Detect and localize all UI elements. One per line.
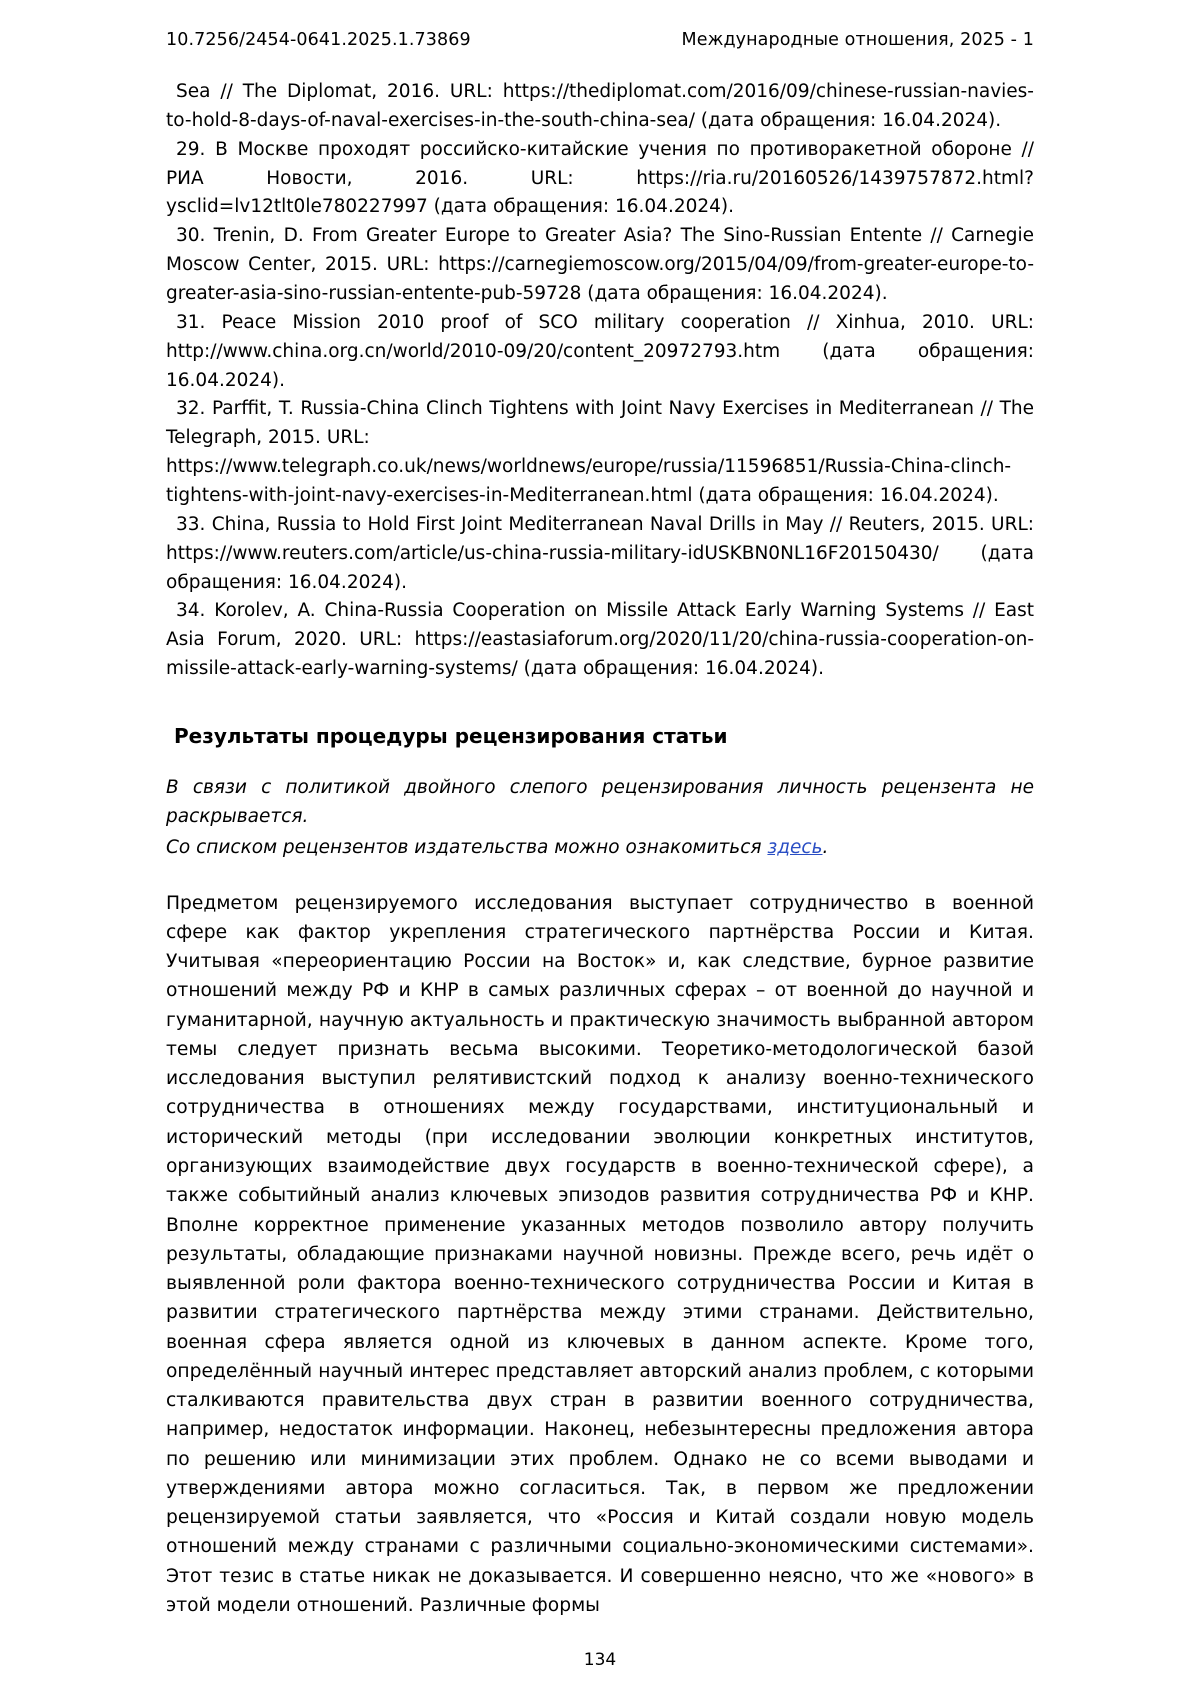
reference-item-continuation: https://www.telegraph.co.uk/news/worldnews/europe/russia/11596851/Russia-China-clinch-tightens-with-joint-navy-exercises-in-Mediterranean.html (дата обращения: 16.04.2024). bbox=[166, 456, 1012, 507]
section-title-review: Результаты процедуры рецензирования статьи bbox=[174, 724, 728, 749]
reference-item: 32. Parffit, T. Russia-China Clinch Tightens with Joint Navy Exercises in Mediterranean // The Telegraph, 2015. URL: bbox=[166, 398, 1034, 449]
doi-text: 10.7256/2454-0641.2025.1.73869 bbox=[166, 30, 471, 50]
reference-item: 34. Korolev, A. China-Russia Cooperation on Missile Attack Early Warning Systems // East Asia Forum, 2020. URL: https://eastasiaforum.org/2020/11/20/china-russia-cooperation-on-missile-attack-early-warning-systems/ (дата обращения: 16.04.2024). bbox=[166, 600, 1034, 680]
blind-review-note: В связи с политикой двойного слепого рецензирования личность рецензента не раскрывается. bbox=[166, 777, 1034, 827]
journal-issue-text: Международные отношения, 2025 - 1 bbox=[681, 30, 1034, 50]
reference-item: 29. В Москве проходят российско-китайские учения по противоракетной обороне // РИА Новости, 2016. URL: https://ria.ru/20160526/1439757872.html?ysclid=lv12tlt0le780227997 (дата обращения: 16.04.2024). bbox=[166, 138, 1034, 218]
reference-item: 30. Trenin, D. From Greater Europe to Greater Asia? The Sino-Russian Entente // Carnegie Moscow Center, 2015. URL: https://carnegiemoscow.org/2015/04/09/from-greater-europe-to-greater-asia-sino-russian-entente-pub-59728 (дата обращения: 16.04.2024). bbox=[166, 225, 1034, 305]
reference-item: Sea // The Diplomat, 2016. URL: https://thediplomat.com/2016/09/chinese-russian-navies-to-hold-8-days-of-naval-exercises-in-the-south-china-sea/ (дата обращения: 16.04.2024). bbox=[166, 81, 1034, 131]
review-body bbox=[166, 889, 1034, 1621]
reviewers-list-link[interactable]: здесь bbox=[767, 836, 823, 858]
reviewers-list-note bbox=[166, 834, 1034, 863]
reference-item: 33. China, Russia to Hold First Joint Mediterranean Naval Drills in May // Reuters, 2015. URL: https://www.reuters.com/article/us-china-russia-military-idUSKBN0NL16F20150430/ (дата обращения: 16.04.2024). bbox=[166, 513, 1034, 593]
reviewers-list-note-suffix: . bbox=[822, 836, 829, 858]
review-body-paragraph: Предметом рецензируемого исследования выступает сотрудничество в военной сфере как фактор укрепления стратегического партнёрства России и Китая. Учитывая «переориентацию России на Восток» и, как следствие, бурное развитие отношений между РФ и КНР в самых различных сферах – от военной до научной и гуманитарной, научную актуальность и практическую значимость выбранной автором темы следует признать весьма высокими. Теоретико-методологической базой исследования выступил релятивистский подход к анализу военно-технического сотрудничества в отношениях между государствами, институциональный и исторический методы (при исследовании эволюции конкретных институтов, организующих взаимодействие двух государств в военно-технической сфере), а также событийный анализ ключевых эпизодов развития сотрудничества РФ и КНР. Вполне корректное применение указанных методов позволило автору получить результаты, обладающие признаками научной новизны. Прежде всего, речь идёт о выявленной роли фактора военно-технического сотрудничества России и Китая в развитии стратегического партнёрства между этими странами. Действительно, военная сфера является одной из ключевых в данном аспекте. Кроме того, определённый научный интерес представляет авторский анализ проблем, с которыми сталкиваются правительства двух стран в развитии военного сотрудничества, например, недостаток информации. Наконец, небезынтересны предложения автора по решению или минимизации этих проблем. Однако не со всеми выводами и утверждениями автора можно согласиться. Так, в первом же предложении рецензируемой статьи заявляется, что «Россия и Китай создали новую модель отношений между странами с различными социально-экономическими системами». Этот тезис в статье никак не доказывается. И совершенно неясно, что же «нового» в этой модели отношений. Различные формы bbox=[166, 892, 1034, 1616]
page-number: 134 bbox=[583, 1650, 617, 1670]
page-header bbox=[166, 30, 1034, 50]
reference-item: 31. Peace Mission 2010 proof of SCO military cooperation // Xinhua, 2010. URL: http://www.china.org.cn/world/2010-09/20/content_20972793.htm (дата обращения: 16.04.2024). bbox=[166, 311, 1034, 391]
references-list bbox=[166, 78, 1034, 684]
reviewers-list-note-prefix: Со списком рецензентов издательства можно ознакомиться bbox=[166, 836, 768, 858]
